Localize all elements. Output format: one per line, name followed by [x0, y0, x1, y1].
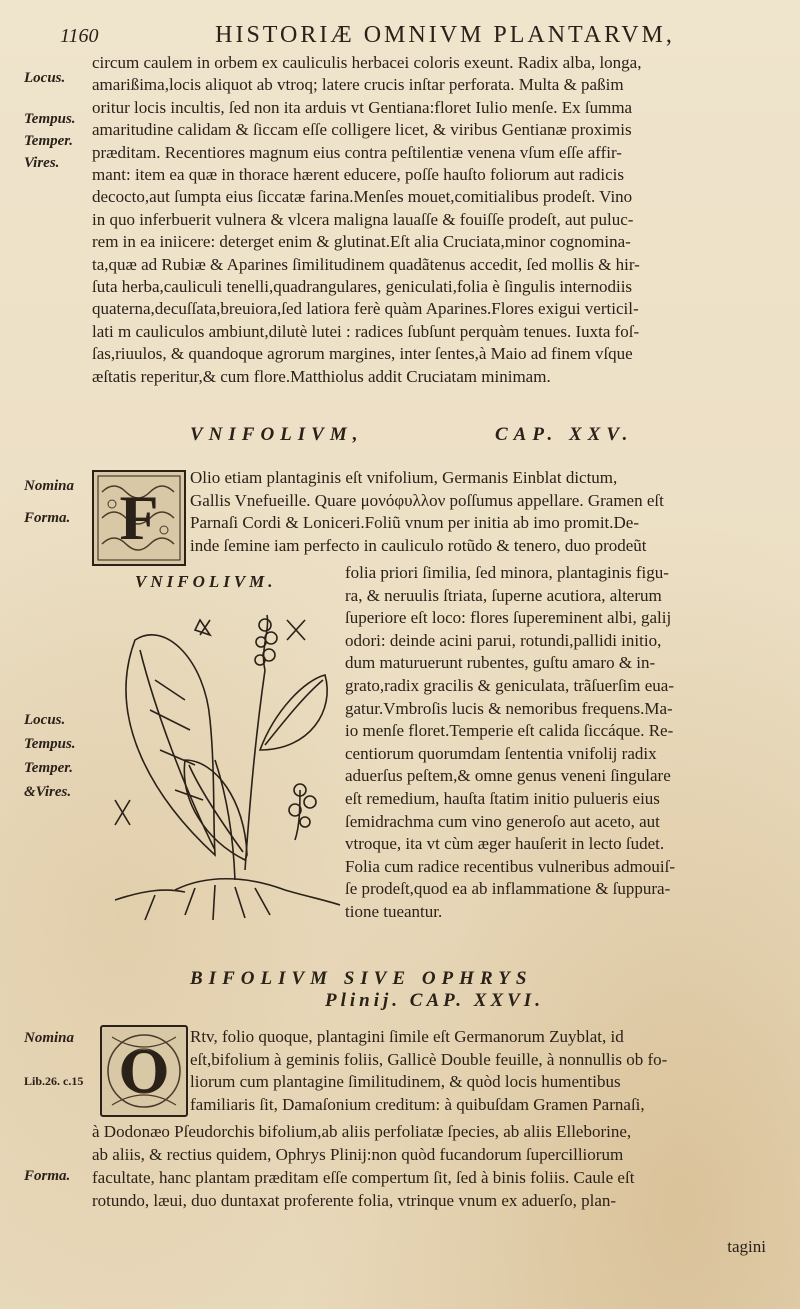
chapter-number-xxvi: Plinij. CAP. XXVI. — [325, 990, 544, 1011]
text-line: odori: deinde acini parui, rotundi,pallidi initio, — [345, 630, 662, 650]
text-line: lati m cauliculos ambiunt,dilutè lutei : radices ſubſunt perquàm tenues. Iuxta foſ- — [92, 321, 640, 341]
text-line: ta,quæ ad Rubiæ & Aparines ſimilitudinem quadãtenus accedit, ſed mollis & hir- — [92, 254, 640, 274]
margin-note-locus-2: Locus. — [24, 712, 66, 728]
text-line: folia priori ſimilia, ſed minora, plantaginis figu- — [345, 563, 669, 582]
margin-note-reference: Lib.26. c.15 — [24, 1074, 84, 1088]
text-line: decocto,aut ſumpta eius ſiccatæ farina.Menſes mouet,comitialibus prodeſt. Vino — [92, 187, 633, 207]
running-title: HISTORIÆ OMNIVM PLANTARVM, — [215, 22, 675, 48]
margin-note-temper: Temper. — [24, 133, 74, 149]
bifolium-intro — [190, 1026, 767, 1116]
text-line: amaritudine calidam & ſiccam eſſe colligere licet, & viribus Gentianæ proximis — [92, 120, 632, 140]
text-line: oritur locis incultis, ſed non ita arduis vt Gentiana:floret Iulio menſe. Ex ſumma — [92, 97, 633, 117]
decorated-initial-f — [92, 470, 186, 566]
text-line: eſt,bifolium à geminis foliis, Gallicè Double feuille, à nonnullis ob fo- — [190, 1049, 668, 1069]
text-line: gatur.Vmbroſis lucis & nemoribus frequens.Ma- — [345, 698, 673, 718]
catchword: tagini — [727, 1237, 766, 1256]
text-line: aduerſus peſtem,& omne genus veneni ſingulare — [345, 766, 671, 786]
text-line: ſuperiore eſt loco: flores ſupereminent albi, galij — [345, 608, 672, 628]
text-line: vtroque, ita vt cùm æger hauſerit in lecto ſudet. — [345, 834, 665, 854]
figure-caption: VNIFOLIVM. — [135, 572, 277, 591]
text-line: ab aliis, & rectius quidem, Ophrys Plinij:non quòd fucandorum ſupercilliorum — [92, 1145, 624, 1164]
margin-note-tempus: Tempus. — [24, 111, 76, 127]
unifolium-woodcut-illustration — [95, 600, 345, 930]
text-line: Rtv, folio quoque, plantagini ſimile eſt Germanorum Zuyblat, id — [190, 1027, 624, 1046]
text-line: inde ſemine iam perfecto in cauliculo rotũdo & tenero, duo prodeũt — [190, 535, 647, 555]
page-number: 1160 — [60, 25, 99, 47]
section-heading-bifolium: BIFOLIVM SIVE OPHRYS — [190, 968, 533, 989]
margin-note-forma-2: Forma. — [24, 1168, 71, 1184]
margin-note-vires: Vires. — [24, 155, 60, 171]
text-line: rotundo, læui, duo duntaxat proferente folia, vtrinque vnum ex aduerſo, plan- — [92, 1191, 617, 1210]
text-line: præditam. Recentiores magnum eius contra peſtilentiæ venena vſum eſſe affir- — [92, 142, 622, 162]
text-line: Gallis Vnefueille. Quare μονόφυλλον poſſumus appellare. Gramen eſt — [190, 490, 664, 510]
text-line: circum caulem in orbem ex cauliculis herbacei coloris exeunt. Radix alba, longa, — [92, 53, 642, 72]
text-line: ſemidrachma cum vino generoſo aut aceto, aut — [345, 811, 660, 831]
margin-note-tempus-2: Tempus. — [24, 736, 76, 752]
text-line: familiaris ſit, Damaſonium creditum: à quibuſdam Gramen Parnaſi, — [190, 1094, 645, 1114]
text-line: liorum cum plantagine ſimilitudinem, & quòd locis humentibus — [190, 1072, 621, 1092]
text-line: ſas,riuulos, & quandoque agrorum margines, inter ſentes,à Maio ad finem vſque — [92, 344, 633, 364]
decorated-initial-o — [100, 1025, 188, 1117]
text-line: amarißima,locis aliquot ab vtroq; latere crucis inſtar perforata. Multa & paßim — [92, 75, 624, 95]
text-line: Olio etiam plantaginis eſt vnifolium, Germanis Einblat dictum, — [190, 468, 618, 487]
text-line: dum maturuerunt rubentes, guſtu amaro & in- — [345, 653, 656, 673]
text-line: quaterna,decuſſata,breuiora,ſed latiora ferè quàm Aparines.Flores exigui verticil- — [92, 299, 639, 319]
section-heading-unifolium: VNIFOLIVM, — [190, 424, 364, 445]
chapter-number-xxv: CAP. XXV. — [495, 424, 634, 445]
margin-note-forma: Forma. — [24, 510, 71, 526]
initial-letter: F — [119, 482, 159, 553]
margin-note-temper-2: Temper. — [24, 760, 74, 776]
text-line: tione tueantur. — [345, 901, 443, 921]
text-line: mant: item ea quæ in thorace hærent educere, poſſe hauſto foliorum aut radicis — [92, 165, 625, 185]
margin-note-nomina: Nomina — [24, 478, 75, 494]
unifolium-intro — [190, 467, 767, 557]
margin-note-vires-2: &Vires. — [24, 784, 72, 800]
text-line: io menſe floret.Temperie eſt calida ſiccáque. Re- — [345, 721, 674, 741]
text-line: ſuta herba,cauliculi tenelli,quadrangulares, geniculati,folia è ſingulis internodiis — [92, 277, 633, 297]
text-line: à Dodonæo Pſeudorchis bifolium,ab aliis perfoliatæ ſpecies, ab aliis Elleborine, — [92, 1122, 632, 1141]
text-line: Parnaſi Cordi & Loniceri.Foliũ vnum per initia ab imo promit.De- — [190, 513, 640, 533]
text-line: grato,radix gracilis & geniculata, trãſuerſim eua- — [345, 675, 675, 695]
text-line: æſtatis reperitur,& cum flore.Matthiolus addit Cruciatam minimam. — [92, 366, 551, 386]
text-line: facultate, hanc plantam præditam eſſe compertum ſit, ſed à binis foliis. Caule eſt — [92, 1168, 635, 1187]
bifolium-description — [92, 1120, 767, 1212]
top-paragraph — [92, 52, 767, 388]
margin-note-locus: Locus. — [24, 70, 66, 86]
text-line: eſt remedium, hauſta ſtatim initio pulueris eius — [345, 788, 660, 808]
text-line: centiorum quorumdam ſententia vnifolij radix — [345, 743, 657, 763]
text-line: ra, & neruulis ſtriata, ſuperne acutiora, alterum — [345, 585, 662, 605]
initial-letter: O — [119, 1035, 169, 1106]
text-line: ſe prodeſt,quod ea ab inflammatione & ſuppura- — [345, 879, 671, 899]
text-line: Folia cum radice recentibus vulneribus admouiſ- — [345, 856, 675, 876]
text-line: rem in ea iniicere: deterget enim & glutinat.Eſt alia Cruciata,minor cognomina- — [92, 232, 631, 252]
unifolium-description — [345, 562, 767, 924]
margin-note-nomina-2: Nomina — [24, 1030, 75, 1046]
page-header — [60, 22, 760, 49]
text-line: in quo inferbuerit vulnera & vlcera maligna lauaſſe & fouiſſe prodeſt, aut puluc- — [92, 209, 634, 229]
